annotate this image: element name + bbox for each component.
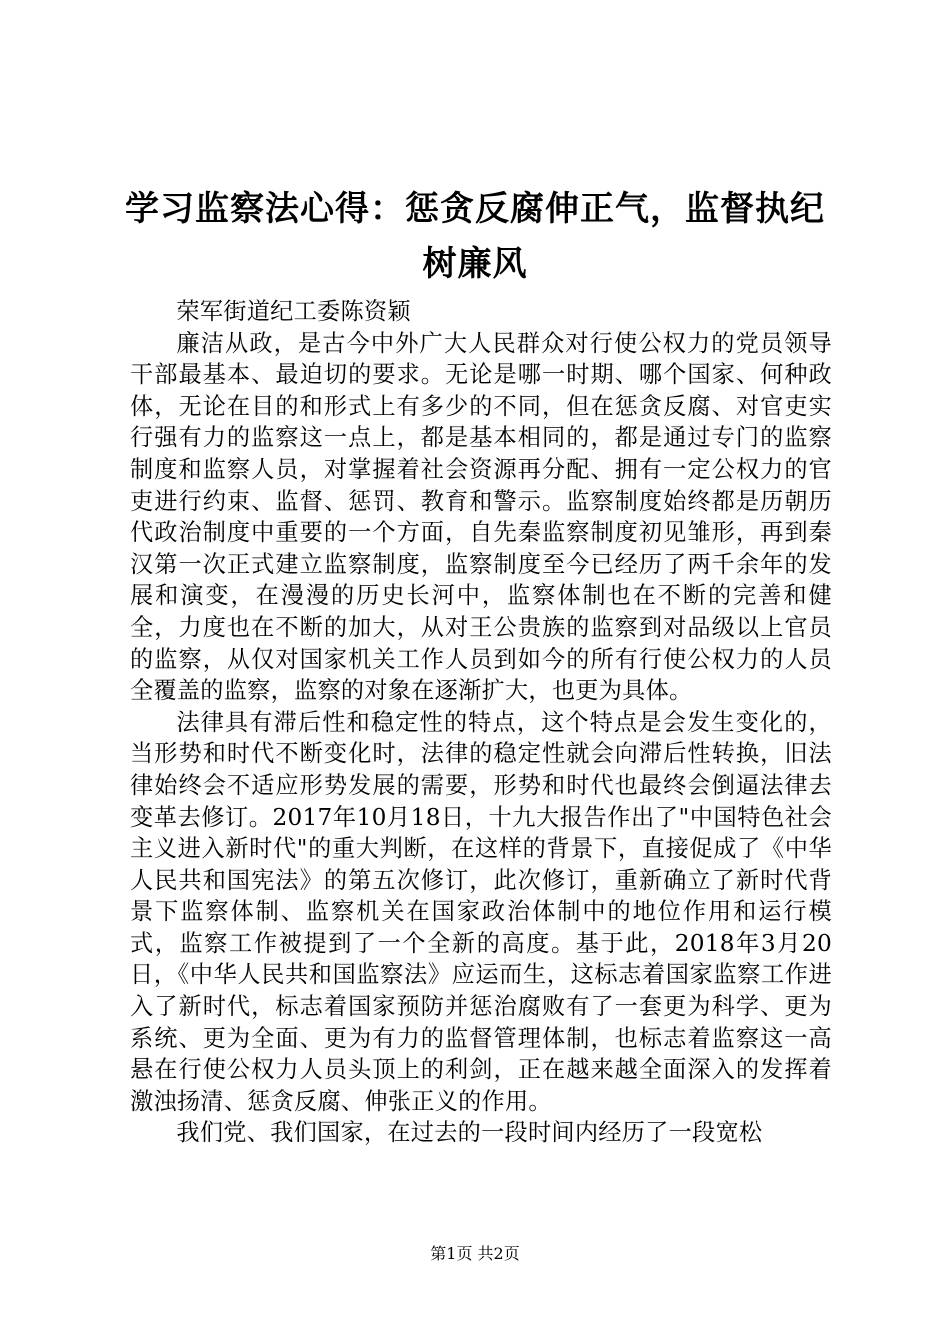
- paragraph-1: 廉洁从政，是古今中外广大人民群众对行使公权力的党员领导干部最基本、最迫切的要求。无论是哪一时期、哪个国家、何种政体，无论在目的和形式上有多少的不同，但在惩贪反腐、对官吏实行强有力的监察这一点上，都是基本相同的，都是通过专门的监察制度和监察人员，对掌握着社会资源再分配、拥有一定公权力的官吏进行约束、监督、惩罚、教育和警示。监察制度始终都是历朝历代政治制度中重要的一个方面，自先秦监察制度初见雏形，再到秦汉第一次正式建立监察制度，监察制度至今已经历了两千余年的发展和演变，在漫漫的历史长河中，监察体制也在不断的完善和健全，力度也在不断的加大，从对王公贵族的监察到对品级以上官员的监察，从仅对国家机关工作人员到如今的所有行使公权力的人员全覆盖的监察，监察的对象在逐渐扩大，也更为具体。: [130, 329, 832, 705]
- document-title: 学习监察法心得：惩贪反腐伸正气，监督执纪树廉风: [125, 189, 825, 284]
- page-number-footer: 第1页 共2页: [430, 1244, 520, 1263]
- paragraph-2: 法律具有滞后性和稳定性的特点，这个特点是会发生变化的，当形势和时代不断变化时，法律的稳定性就会向滞后性转换，旧法律始终会不适应形势发展的需要，形势和时代也最终会倒逼法律去变革去修订。2017年10月18日，十九大报告作出了"中国特色社会主义进入新时代"的重大判断，在这样的背景下，直接促成了《中华人民共和国宪法》的第五次修订，此次修订，重新确立了新时代背景下监察体制、监察机关在国家政治体制中的地位作用和运行模式，监察工作被提到了一个全新的高度。基于此，2018年3月20日，《中华人民共和国监察法》应运而生，这标志着国家监察工作进入了新时代，标志着国家预防并惩治腐败有了一套更为科学、更为系统、更为全面、更为有力的监督管理体制，也标志着监察这一高悬在行使公权力人员头顶上的利剑，正在越来越全面深入的发挥着激浊扬清、惩贪反腐、伸张正义的作用。: [130, 708, 832, 1115]
- author-line: 荣军街道纪工委陈资颖: [176, 298, 411, 325]
- paragraph-3: 我们党、我们国家，在过去的一段时间内经历了一段宽松: [176, 1119, 763, 1147]
- document-body: [130, 296, 832, 1149]
